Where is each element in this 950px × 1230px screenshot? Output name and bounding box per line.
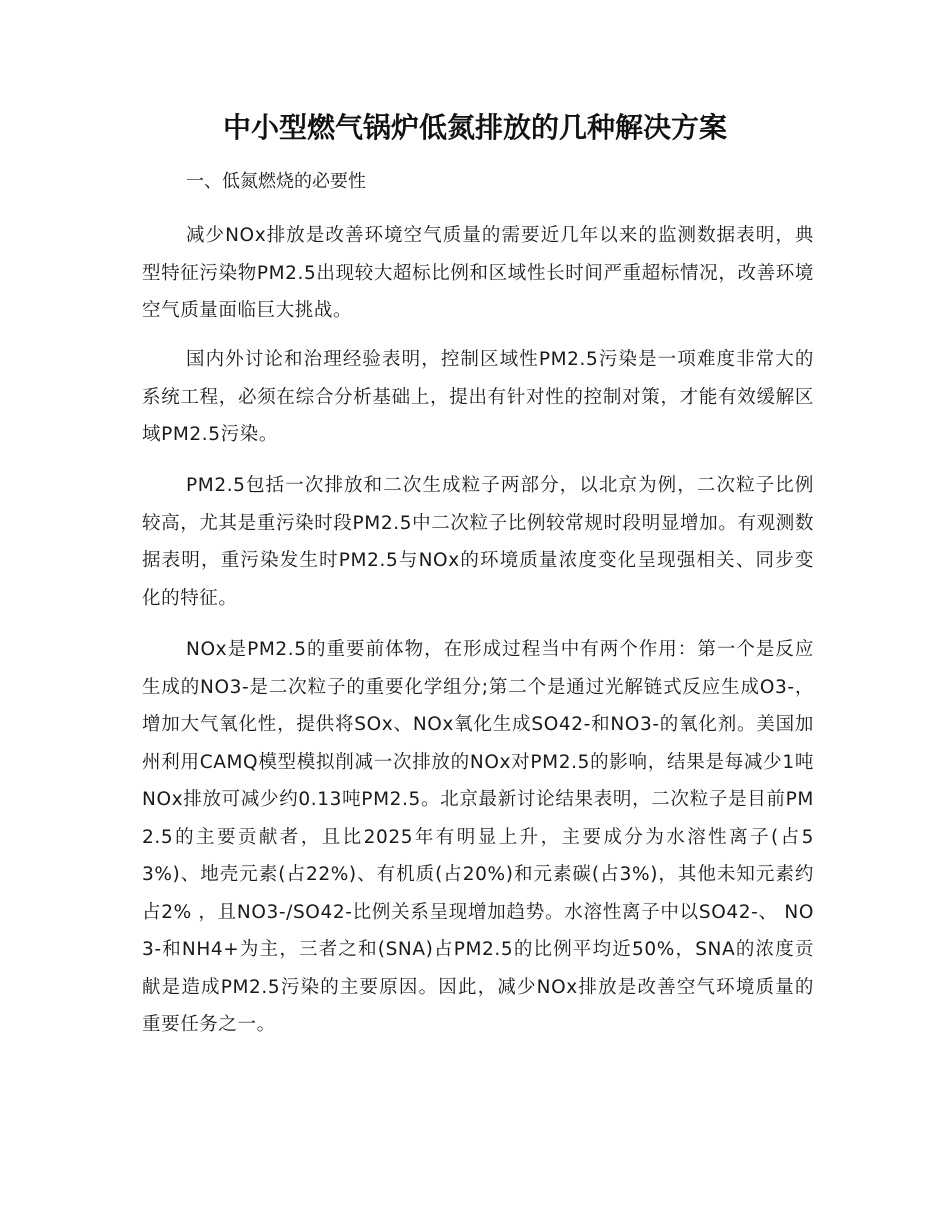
paragraph-2: 国内外讨论和治理经验表明，控制区域性PM2.5污染是一项难度非常大的系统工程，必须在综合分析基础上，提出有针对性的控制对策，才能有效缓解区域PM2.5污染。 xyxy=(142,349,814,445)
paragraph-3: PM2.5包括一次排放和二次生成粒子两部分，以北京为例，二次粒子比例较高，尤其是重污染时段PM2.5中二次粒子比例较常规时段明显增加。有观测数据表明，重污染发生时PM2.5与NOx的环境质量浓度变化呈现强相关、同步变化的特征。 xyxy=(142,475,814,609)
section-heading: 一、低氮燃烧的必要性 xyxy=(186,171,366,192)
document-title: 中小型燃气锅炉低氮排放的几种解决方案 xyxy=(222,111,727,144)
paragraph-1: 减少NOx排放是改善环境空气质量的需要近几年以来的监测数据表明，典型特征污染物PM2.5出现较大超标比例和区域性长时间严重超标情况，改善环境空气质量面临巨大挑战。 xyxy=(142,225,814,321)
paragraph-4: NOx是PM2.5的重要前体物，在形成过程当中有两个作用：第一个是反应生成的NO3-是二次粒子的重要化学组分;第二个是通过光解链式反应生成O3-，增加大气氧化性，提供将SOx、NOx氧化生成SO42-和NO3-的氧化剂。美国加州利用CAMQ模型模拟削减一次排放的NOx对PM2.5的影响，结果是每减少1吨NOx排放可减少约0.13吨PM2.5。北京最新讨论结果表明，二次粒子是目前PM2.5的主要贡献者，且比2025年有明显上升，主要成分为水溶性离子(占53%)、地壳元素(占22%)、有机质(占20%)和元素碳(占3%)，其他未知元素约占2% ，且NO3-/SO42-比例关系呈现增加趋势。水溶性离子中以SO42-、 NO3-和NH4+为主，三者之和(SNA)占PM2.5的比例平均近50%，SNA的浓度贡献是造成PM2.5污染的主要原因。因此，减少NOx排放是改善空气环境质量的重要任务之一。 xyxy=(142,639,814,1035)
